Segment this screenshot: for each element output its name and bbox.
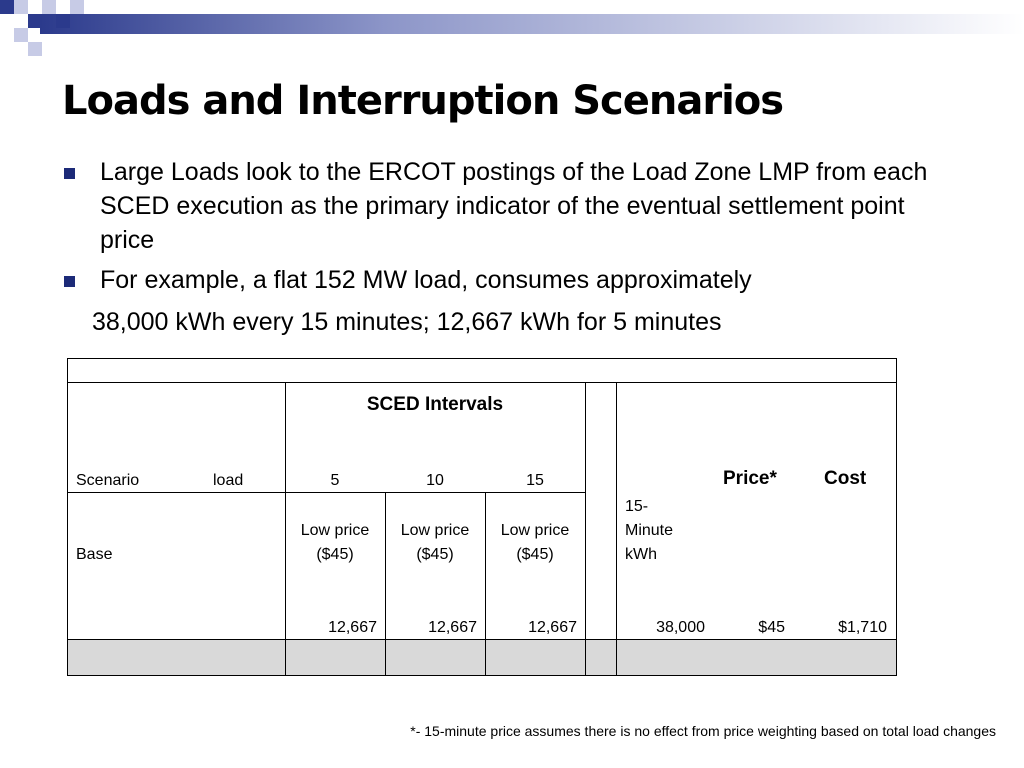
scenario-header: Scenario [76,472,140,489]
footnote: *- 15-minute price assumes there is no effect from price weighting based on total load changes [410,723,996,739]
bullet-list [62,155,962,303]
interval-10-header: 10 [426,472,444,489]
bullet-item [62,155,962,257]
shaded-row [67,640,897,676]
slide-title: Loads and Interruption Scenarios [62,78,784,124]
scenario-table [67,358,897,676]
bullet-continuation: 38,000 kWh every 15 minutes; 12,667 kWh for 5 minutes [92,308,722,336]
interval-5-header: 5 [330,472,340,489]
bullet-text: For example, a flat 152 MW load, consumes approximately [100,266,752,294]
bullet-item [62,263,962,297]
square-bullet-icon [64,276,75,287]
interval-10-kwh: 12,667 [428,619,477,636]
load-header: load [213,472,244,489]
minute-kwh-label-line2: Minute [625,522,674,539]
bullet-text: Large Loads look to the ERCOT postings of the Load Zone LMP from each SCED execution as the primary indicator of the eventual settlement point price [100,158,928,254]
square-bullet-icon [64,168,75,179]
cost-header: Cost [824,468,867,489]
interval-15-kwh: 12,667 [528,619,577,636]
header-decoration [0,0,1024,60]
interval-10-price-value: ($45) [416,546,454,563]
interval-15-price-value: ($45) [516,546,554,563]
price-value: $45 [758,619,785,636]
cost-value: $1,710 [838,619,887,636]
interval-15-header: 15 [526,472,544,489]
interval-15-price: Low price [500,522,570,539]
kwh-15-minute-value: 38,000 [656,619,705,636]
interval-10-price: Low price [400,522,470,539]
interval-5-kwh: 12,667 [328,619,377,636]
interval-5-price-value: ($45) [316,546,354,563]
sced-intervals-header: SCED Intervals [366,394,504,415]
minute-kwh-label-line3: kWh [625,546,657,563]
scenario-base: Base [76,546,113,563]
minute-kwh-label-line1: 15- [625,498,649,515]
price-header: Price* [723,468,777,489]
interval-5-price: Low price [300,522,370,539]
